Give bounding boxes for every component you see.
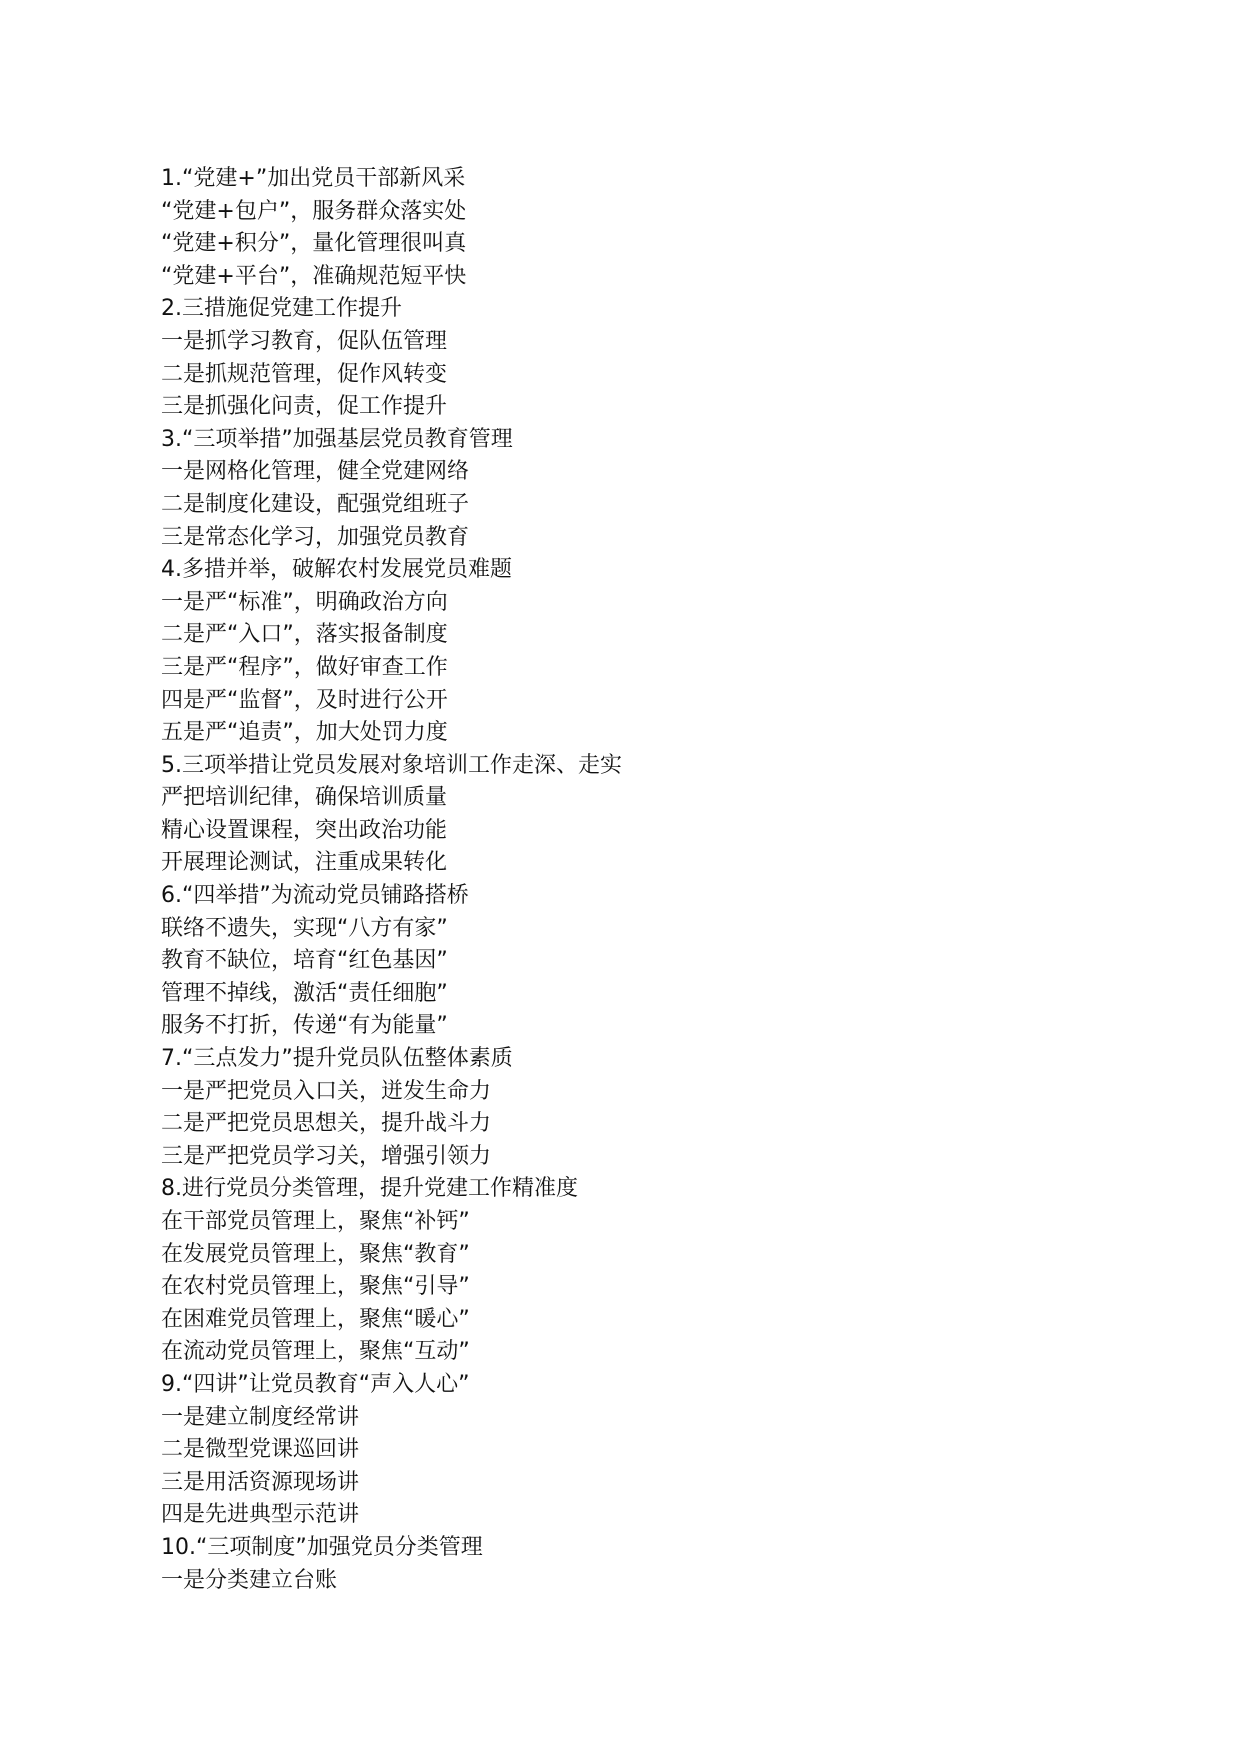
text-line: 服务不打折，传递“有为能量”: [161, 1013, 448, 1039]
text-line: 开展理论测试，注重成果转化: [161, 850, 448, 876]
text-line: 三是严“程序”，做好审查工作: [161, 654, 448, 680]
text-line: 一是分类建立台账: [161, 1567, 338, 1593]
text-line: 在农村党员管理上，聚焦“引导”: [161, 1274, 470, 1300]
text-line: 在干部党员管理上，聚焦“补钙”: [161, 1209, 470, 1234]
text-line: 9.“四讲”让党员教育“声入人心”: [161, 1371, 470, 1397]
text-line: 3.“三项举措”加强基层党员教育管理: [161, 426, 513, 452]
text-line: 7.“三点发力”提升党员队伍整体素质: [161, 1046, 513, 1072]
text-line: 10.“三项制度”加强党员分类管理: [161, 1534, 483, 1560]
text-line: 在困难党员管理上，聚焦“暖心”: [161, 1306, 470, 1332]
text-line: 一是建立制度经常讲: [161, 1404, 360, 1430]
text-line: 一是严“标准”，明确政治方向: [161, 589, 448, 615]
text-line: 6.“四举措”为流动党员铺路搭桥: [161, 883, 469, 909]
text-line: 三是常态化学习，加强党员教育: [161, 524, 470, 550]
text-line: 四是先进典型示范讲: [161, 1502, 360, 1528]
text-line: 五是严“追责”，加大处罚力度: [161, 720, 448, 746]
text-line: 4.多措并举，破解农村发展党员难题: [161, 557, 512, 583]
text-line: 四是严“监督”，及时进行公开: [161, 687, 448, 713]
text-line: 精心设置课程，突出政治功能: [161, 817, 448, 843]
text-line: 一是网格化管理，健全党建网络: [161, 459, 470, 485]
text-line: 三是用活资源现场讲: [161, 1469, 360, 1495]
text-line: 严把培训纪律，确保培训质量: [161, 785, 448, 811]
text-line: 联络不遗失，实现“八方有家”: [161, 915, 448, 941]
text-line: 5.三项举措让党员发展对象培训工作走深、走实: [161, 752, 622, 778]
text-line: 管理不掉线，激活“责任细胞”: [161, 980, 448, 1006]
text-line: 二是微型党课巡回讲: [161, 1437, 360, 1463]
text-line: “党建+积分”，量化管理很叫真: [161, 231, 467, 257]
text-line: 1.“党建+”加出党员干部新风采: [161, 166, 466, 191]
text-line: 在发展党员管理上，聚焦“教育”: [161, 1241, 470, 1267]
text-line: 二是抓规范管理，促作风转变: [161, 361, 448, 387]
text-line: 二是严“入口”，落实报备制度: [161, 622, 448, 648]
text-line: 三是严把党员学习关，增强引领力: [161, 1143, 492, 1169]
text-line: 二是严把党员思想关，提升战斗力: [161, 1111, 492, 1137]
text-line: 二是制度化建设，配强党组班子: [161, 491, 470, 517]
text-line: “党建+平台”，准确规范短平快: [161, 263, 467, 289]
text-line: 一是抓学习教育，促队伍管理: [161, 328, 448, 354]
text-line: “党建+包户”，服务群众落实处: [161, 198, 467, 224]
text-line: 三是抓强化问责，促工作提升: [161, 394, 448, 420]
document-body: [161, 163, 1111, 1597]
text-line: 在流动党员管理上，聚焦“互动”: [161, 1339, 470, 1365]
text-line: 教育不缺位，培育“红色基因”: [161, 948, 448, 974]
text-line: 2.三措施促党建工作提升: [161, 296, 402, 322]
text-line: 8.进行党员分类管理，提升党建工作精准度: [161, 1176, 578, 1202]
text-line: 一是严把党员入口关，迸发生命力: [161, 1078, 492, 1104]
